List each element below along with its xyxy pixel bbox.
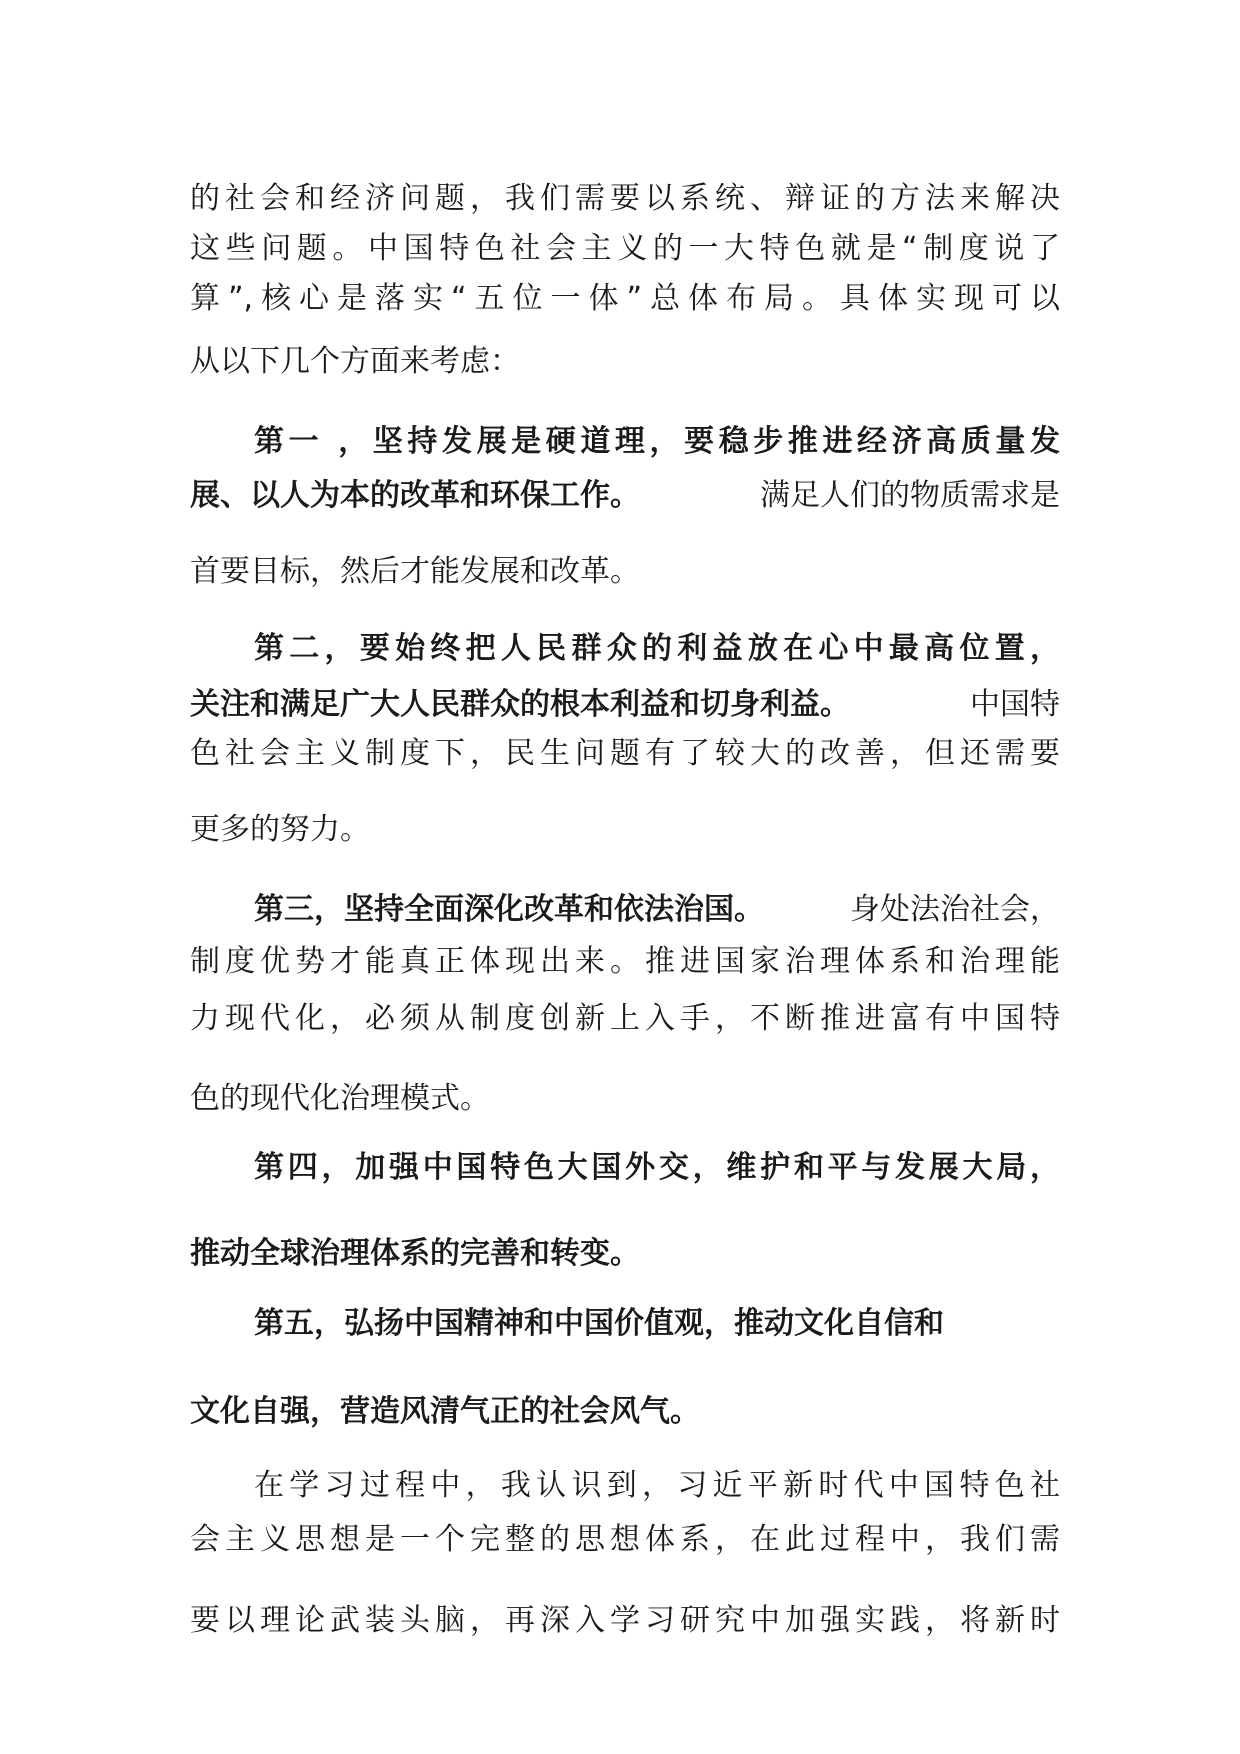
intro-line-2: 这些问题。中国特色社会主义的一大特色就是“制度说了 [190, 231, 1060, 266]
point-1-text-line-2: 满足人们的物质需求是 [760, 478, 1060, 513]
point-5-heading-line-2: 文化自强，营造风清气正的社会风气。 [190, 1394, 700, 1429]
point-1-heading-line-1: 第一 ，坚持发展是硬道理，要稳步推进经济高质量发 [254, 424, 1060, 459]
point-1-heading-line-2: 展、以人为本的改革和环保工作。 [190, 478, 640, 513]
closing-line-2: 会主义思想是一个完整的思想体系，在此过程中，我们需 [190, 1522, 1060, 1557]
intro-line-4: 从以下几个方面来考虑： [190, 344, 520, 379]
point-3-line-1 [254, 886, 1060, 934]
closing-line-3: 要以理论武装头脑，再深入学习研究中加强实践，将新时 [190, 1603, 1060, 1638]
point-3-text-line-3: 力现代化，必须从制度创新上入手，不断推进富有中国特 [190, 1001, 1060, 1036]
point-2-heading-line-1: 第二，要始终把人民群众的利益放在心中最高位置， [254, 631, 1060, 666]
point-1-text-line-3: 首要目标，然后才能发展和改革。 [190, 554, 640, 589]
point-2-line-2 [190, 681, 1060, 729]
point-3-text-line-4: 色的现代化治理模式。 [190, 1081, 490, 1116]
point-3-heading-line-1: 第三，坚持全面深化改革和依法治国。 [254, 892, 764, 927]
intro-line-3: 算”,核心是落实“五位一体”总体布局。具体实现可以 [190, 281, 1060, 316]
point-2-text-line-3: 色社会主义制度下，民生问题有了较大的改善，但还需要 [190, 736, 1060, 771]
point-1-line-2 [190, 472, 1060, 520]
point-2-text-line-2: 中国特 [970, 687, 1060, 722]
point-4-heading-line-1: 第四，加强中国特色大国外交，维护和平与发展大局， [254, 1150, 1060, 1185]
point-3-text-line-2: 制度优势才能真正体现出来。推进国家治理体系和治理能 [190, 944, 1060, 979]
closing-line-1: 在学习过程中，我认识到，习近平新时代中国特色社 [254, 1468, 1060, 1503]
point-3-text-line-1: 身处法治社会， [850, 892, 1060, 927]
point-2-heading-line-2: 关注和满足广大人民群众的根本利益和切身利益。 [190, 687, 850, 722]
point-2-text-line-4: 更多的努力。 [190, 812, 370, 847]
point-5-heading-line-1: 第五，弘扬中国精神和中国价值观，推动文化自信和 [254, 1306, 944, 1341]
intro-line-1: 的社会和经济问题，我们需要以系统、辩证的方法来解决 [190, 181, 1060, 216]
point-4-heading-line-2: 推动全球治理体系的完善和转变。 [190, 1236, 640, 1271]
